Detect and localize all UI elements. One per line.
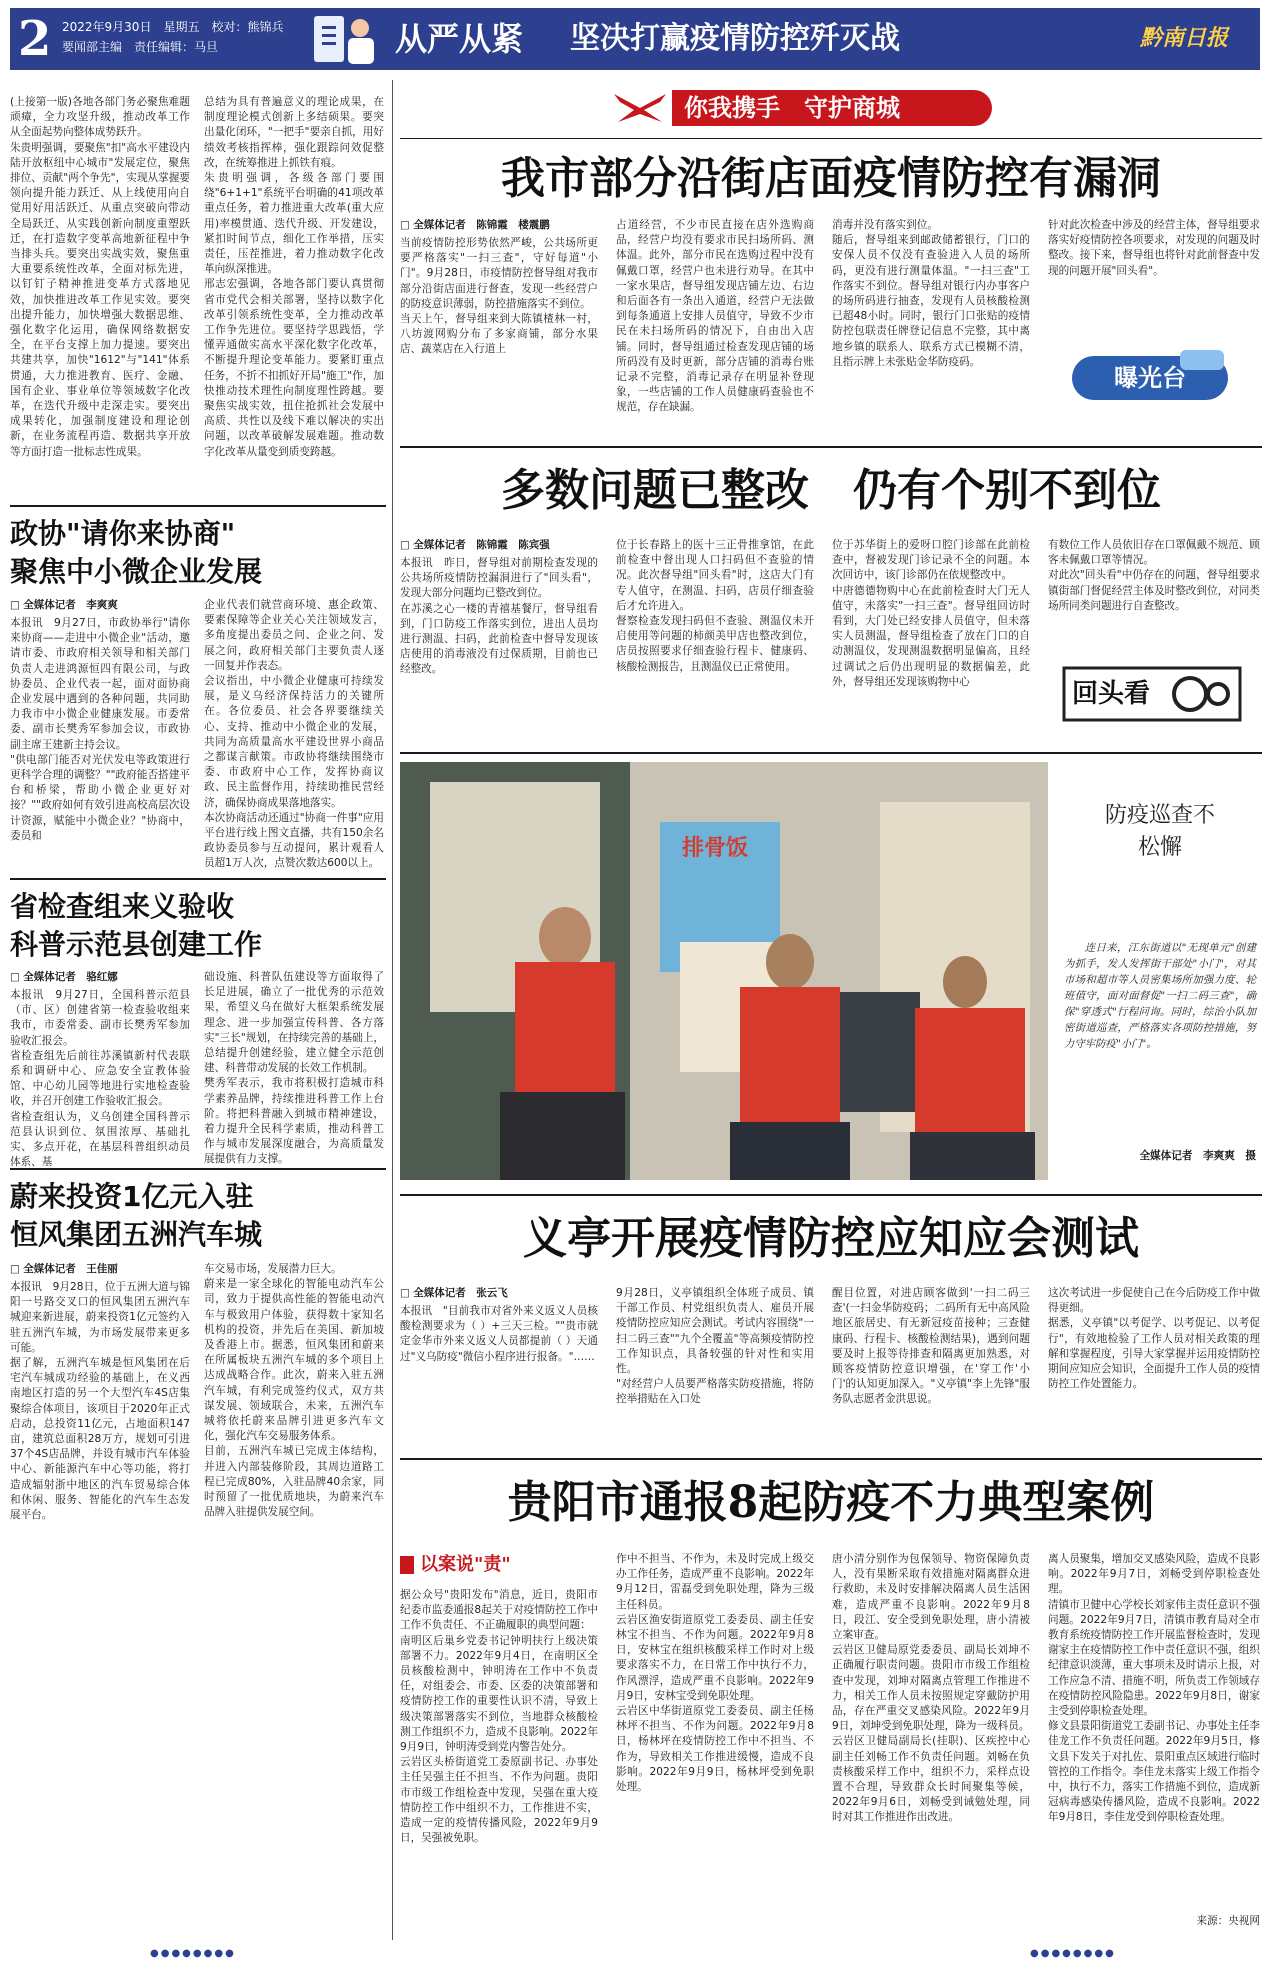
header-slogan-part-b: 坚决打赢疫情防控歼灭战 xyxy=(570,21,900,56)
right-article-2-col2: 位于长春路上的医十三正骨推拿馆，在此前检查中督出现人口扫码但不查验的情况。此次督导组"回头看"时，这店大门有专人值守，在测温、扫码，店员仔细查验后才允许进入。 督察检查发现扫码但不查验、测温仪未开启使用等问题的柿颜美甲店也整改到位，店员按照要求仔细查验行程卡、健康码、核酸检测报告，且测温仪已正常使用。 xyxy=(616,539,814,673)
footer-dots-right: ●●●●●●●● xyxy=(1030,1948,1116,1959)
footer-dots-left: ●●●●●●●● xyxy=(150,1948,236,1959)
header-date-line: 2022年9月30日 星期五 校对：熊锦兵 xyxy=(62,20,284,34)
left-article-3-byline: □ 全媒体记者 王佳丽 xyxy=(10,1262,190,1277)
left-article-2-title-line1: 省检查组来义验收 xyxy=(10,890,235,923)
left-top-article-col2: 总结为具有普遍意义的理论成果，在制度理论模式创新上多结硕果。要突出量化闭环，"一把手"要亲自抓，用好绩效考核指挥棒，强化跟踪问效促整改，在统筹推进上抓铁有痕。 朱贵明强调，各级各部门要围绕"6+1+1"系统平台明确的41项改革重点任务，着力推进重大改革(重大应用)率模贯通、迭代升级、开发建设，紧扣时间节点，细化工作举措，压实责任，压茬推进，着力推动数字化改革向纵深推进。 邢志宏强调，各地各部门要认真贯彻省市党代会相关部署，坚持以数字化改革引领系统性变革，全力推动改革工作争先进位。要坚持学思践悟，学懂弄通做实高水平深化数字化改革，不断提升理论变革能力。要紧盯重点任务，不折不扣抓好开局"施工"作，加快推动技术理性向制度理性跨越。要聚焦实战实效，扭住抢抓社会发展中高质、共性以及线下难以解决的实出问题，以改革破解发展难题。推动数字化改革从量变到质变跨越。 xyxy=(204,96,384,458)
left-article-1-title-line1: 政协"请你来协商" xyxy=(10,517,236,550)
left-article-1-col1: 本报讯 9月27日，市政协举行"请你来协商——走进中小微企业"活动，邀请市委、市政府相关领导和相关部门负责人走进鸿源恒四有限公司，与政协委员、企业代表一起，面对面协商企业发展中遇到的各种问题，共同助力我市中小微企业健康发展。市委常委、副市长樊秀军参加会议，市政协副主席王建新主持会议。 "供电部门能否对光伏发电等政策进行更科学合理的调整？""政府能否搭建平台和桥梁，帮助小微企业更好对接？""政府如何有效引进高校高层次设计资源，赋能中小微企业？"协商中，委员和 xyxy=(10,617,190,842)
section-banner-label: 你我携手 守护商城 xyxy=(672,90,992,126)
right-article-4-tag-marker xyxy=(400,1556,414,1574)
left-top-article-col1: (上接第一版)各地各部门务必聚焦难题顽瘴，全力攻坚升级，推动改革工作从全面起势向整体成势跃升。 朱贵明强调，要聚焦"扣"高水平建设内陆开放枢纽中心城市"发展定位，聚焦排位、贡献"两个争先"，实现从掌握要领向提升能力跃迁、从上线使用向自觉用好用活跃迁、从重点突破向带动全局跃迁、从实践创新向制度重塑跃迁，在打造数字变革高地新征程中争当排头兵。要突出实战实效，聚焦重大重要系统性改革，全面对标先进，以钉钉子精神推进变革方式落地见效，加快推进改革工作见实效。要突出提升能力，加快增强大数据思维、强化数字化运用，确保网络数据安全，在平台支撑上加力提速。要突出共建共享，加快"1612"与"141"体系贯通，大力推进教育、医疗、金融、国有企业、事业单位等领域数字化改革，在迭代升级中走深走实。要突出成果转化，加强制度建设和理论创新，在业务流程再造、数据共享开放等方面打造一批标志性成果。 xyxy=(10,96,190,458)
right-article-2-col3: 位于苏华街上的爱呀口腔门诊部在此前检查中，督被发现门诊记录不全的问题。本次回访中，该门诊部仍在依规整改中。 中唐德德物购中心在此前检查时大门无人值守，未落实"一扫三查"。督导组回访时看到，大门处已经安排人员值守，但未落实人员测温，督导组检查了放在门口的自动测温仪，发现测温数据明显偏高，且经过调试之后仍出现明显的数据偏差，此外，督导组还发现该购物中心 xyxy=(832,539,1030,688)
right-article-4-tag-label: 以案说"责" xyxy=(420,1554,511,1575)
left-article-2-title-line2: 科普示范县创建工作 xyxy=(10,928,263,961)
left-article-3-col2: 车交易市场，发展潜力巨大。 蔚来是一家全球化的智能电动汽车公司，致力于提供高性能的智能电动汽车与极致用户体验，获得数十家知名机构的投资，并先后在美国、新加坡及香港上市。据悉，恒风集团和蔚来在所属板块五洲汽车城的多个项目上达成战略合作。此次，蔚来入驻五洲汽车城，有利完成签约仪式，双方共谋发展、领域联合，未来，五洲汽车城将依托蔚来品牌引进更多汽车文化，强化汽车交易服务体系。 目前，五洲汽车城已完成主体结构，并进入内部装修阶段，其周边道路工程已完成80%，入驻品牌40余家，同时预留了一批优质地块，为蔚来汽车品牌入驻提供发展空间。 xyxy=(204,1263,384,1519)
left-article-3-col1: 本报讯 9月28日，位于五洲大道与锦阳一号路交叉口的恒风集团五洲汽车城迎来新进展，蔚来投资1亿元签约入驻五洲汽车城，为市场发展带来更多可能。 据了解，五洲汽车城是恒风集团在后宅汽车城成功经验的基础上，在义西南地区打造的另一个大型汽车4S店集聚综合体项目，该项目于2020年正式启动，总投资11亿元，占地面积147亩，建筑总面积28万方，规划可引进37个4S店品牌，并设有城市汽车体验中心、新能源汽车中心等功能，将打造成辐射浙中地区的汽车贸易综合体和休闲、服务、智能化的汽车生态发展平台。 xyxy=(10,1281,190,1522)
right-article-1-byline: □ 全媒体记者 陈锦霞 楼震鹏 xyxy=(400,218,598,233)
right-article-4-headline: 贵阳市通报8起防疫不力典型案例 xyxy=(507,1477,1155,1528)
header-page-number: 2 xyxy=(18,11,52,67)
left-separator-1 xyxy=(10,505,386,507)
left-article-1-col2: 企业代表们就营商环境、惠企政策、要素保障等企业关心关注领域发言，多角度提出委员之问、企业之问、发展之问，政府相关部门主要负责人逐一回复并作表态。 会议指出，中小微企业健康可持续发展，是义乌经济保持活力的关键所在。各位委员、社会各界要继续关心、支持、推动中小微企业的发展，共同为高质量高水平建设世界小商品之都谋言献策。市政协将继续围绕市委、市政府中心工作，发挥协商议政、民主监督作用，持续助推民营经济，确保协商成果落地落实。 本次协商活动还通过"协商一件事"应用平台进行线上图文直播，共有150余名政协委员参与互动提问，累计观看人员超1万人次，点赞次数达600以上。 xyxy=(204,599,384,870)
right-article-3-byline: □ 全媒体记者 张云飞 xyxy=(400,1286,598,1301)
header-dept-line: 要闻部主编 责任编辑：马旦 xyxy=(62,40,219,54)
right-article-2-col4: 有数位工作人员依旧存在口罩佩戴不规范、顾客未佩戴口罩等情况。 对此次"回头看"中仍存在的问题，督导组要求镇街部门督促经营主体及时整改到位，对同类场所同类问题进行自查整改。 xyxy=(1048,539,1260,612)
right-article-3-col1: 本报讯 "目前我市对省外来义返义人员核酸检测要求为（ ）+三天三检。""贵市就定金华市外来义返义人员都提前（ ）天通过"义乌防疫"微信小程序进行报备。"…… xyxy=(400,1305,598,1363)
left-column-divider xyxy=(392,80,393,1940)
right-article-4-tag xyxy=(400,1552,598,1578)
exposure-platform-badge-label: 曝光台 xyxy=(1114,364,1186,392)
right-article-4-col4: 离人员聚集，增加交叉感染风险，造成不良影响。2022年9月7日，刘畅受到停职检查处理。 清镇市卫健中心学校长刘家伟主责任意识不强问题。2022年9月7日，清镇市教育局对全市教育系统疫情防控工作开展监督检查时，发现谢家主在疫情防控工作中责任意识不强，组织纪律意识淡薄，重大事项未及时请示上报，对工作应急不清、措施不明，所负责工作领域存在疫情防控风险隐患。2022年9月8日，谢家主受到停职检查处理。 修文县景阳街道党工委副书记、办事处主任李佳龙工作不负责任问题。2022年9月5日，修文县下发关于对扎佐、景阳重点区域进行临时管控的工作指令。李佳龙未落实上级工作指令中，执行不力，落实工作措施不到位，造成新冠病毒感染传播风险，造成不良影响。2022年9月8日，李佳龙受到停职检查处理。 xyxy=(1048,1553,1260,1824)
right-article-1-col2: 占道经营，不少市民直接在店外选购商品，经营户均没有要求市民扫场所码、测体温。此外，部分市民在选购过程中没有佩戴口罩，经营户也未进行劝导。在其中一家水果店，督导组发现店铺左边、右边和后面各有一条出入通道，经营户无法做到每条通道上安排人员值守，导致不少市民在未扫场所码的情况下，自由出入店铺。同时，督导组通过检查发现店铺的场所码没有及时更新，部分店铺的消毒台账记录不完整，消毒记录存在明显补登现象，一些店铺的工作人员健康码查验也不规范，存在缺漏。 xyxy=(616,219,814,414)
header-masthead-logo: 黔南日报 xyxy=(1140,25,1229,51)
look-back-badge-label: 回头看 xyxy=(1072,679,1151,709)
photo-shop-sign: 排骨饭 xyxy=(682,836,749,861)
right-separator-4 xyxy=(400,1458,1262,1460)
left-separator-3 xyxy=(10,1168,386,1170)
left-article-3-title-line1: 蔚来投资1亿元入驻 xyxy=(10,1180,254,1213)
section-banner-icon xyxy=(610,88,670,128)
left-article-2-byline: □ 全媒体记者 骆红娜 xyxy=(10,970,190,985)
photo-credit: 全媒体记者 李爽爽 摄 xyxy=(1139,1150,1256,1162)
news-photo xyxy=(400,762,1048,1180)
right-separator-1 xyxy=(400,446,1262,448)
left-article-2-col2: 础设施、科普队伍建设等方面取得了长足进展，确立了一批优秀的示范效果，希望义乌在做好大框架系统发展理念、进一步加强宣传科普、各方落实"三长"规划，在持续完善的基础上，总结提升创建经验，建立健全示范创建、科普带动发展的长效工作机制。 樊秀军表示，我市将积极打造城市科学素养品牌，持续推进科普工作上台阶。将把科普融入到城市精神建设，着力提升全民科学素质，推动科普工作与城市发展深度融合，为高质量发展提供有力支撑。 xyxy=(204,971,384,1166)
section-banner-rule xyxy=(400,138,1262,139)
right-article-1-headline: 我市部分沿街店面疫情防控有漏洞 xyxy=(501,153,1161,204)
left-article-1-byline: □ 全媒体记者 李爽爽 xyxy=(10,598,190,613)
right-article-4-col2: 作中不担当、不作为，未及时完成上级交办工作任务，造成严重不良影响。2022年9月12日，雷磊受到免职处理，降为三级主任科员。 云岩区渔安街道原党工委委员、副主任安林宝不担当、不作为问题。2022年9月8日，安林宝在组织核酸采样工作时对上级要求落实不力，在日常工作中执行不力，作风漂浮，造成严重不良影响。2022年9月9日，安林宝受到免职处理。 云岩区中华街道原党工委委员、副主任杨林坪不担当、不作为问题。2022年9月8日，杨林坪在疫情防控工作中不担当、不作为，导致相关工作推进缓慢，造成不良影响。2022年9月9日，杨林坪受到免职处理。 xyxy=(616,1553,814,1794)
left-article-2-col1: 本报讯 9月27日，全国科普示范县（市、区）创建省第一检查验收组来我市，市委常委、副市长樊秀军参加验收汇报会。 省检查组先后前往苏溪镇新村代表联系和调研中心、应急安全宣教体验馆、中心幼儿园等地进行实地检查验收，并召开创建工作验收汇报会。 省检查组认为，义乌创建全国科普示范县认识到位、氛围浓厚、基础扎实、多点开花，在基层科普组织动员体系、基 xyxy=(10,989,190,1169)
page-header xyxy=(0,0,1272,80)
right-article-3-col4: 这次考试进一步促使自己在今后防疫工作中做得更细。 据悉，义亭镇"以考促学、以考促记、以考促行"，有效地检验了工作人员对相关政策的理解和掌握程度，引导大家掌握并运用疫情防控期间应知应会知识，全面提升工作人员的疫情防控工作处置能力。 xyxy=(1048,1287,1260,1391)
photo-title: 防疫巡查不松懈 xyxy=(1104,803,1215,860)
right-article-1-col1: 当前疫情防控形势依然严峻，公共场所更要严格落实"一扫三查"，守好每道"小门"。9月28日，市疫情防控督导组对我市部分沿街店面进行督查，发现一些经营户的防疫意识薄弱，防控措施落实不到位。 当天上午，督导组来到大陈镇楂林一村，八坊渡网购分布了多家商铺，部分水果店、蔬菜店在入行道上 xyxy=(400,237,598,356)
right-separator-3 xyxy=(400,1194,1262,1196)
header-slogan-part-a: 从严从紧 xyxy=(395,20,524,58)
exposure-platform-badge xyxy=(1070,346,1230,406)
left-separator-2 xyxy=(10,878,386,880)
right-separator-2 xyxy=(400,752,1262,754)
header-emblem-icon xyxy=(310,10,382,68)
left-article-3-title-line2: 恒风集团五洲汽车城 xyxy=(10,1218,263,1251)
section-banner xyxy=(610,88,1040,128)
photo-caption: 连日来，江东街道以"无现单元"创建为抓手，发人发挥街干部处"小门"，对其市场和超市等人员密集场所加强力度、轮班值守，面对面督促"一扫二码三查"，确保"穿透式"行程问询。同时，综治小队加密街道巡查，严格落实各项防控措施，努力守牢防疫"小门"。 xyxy=(1064,942,1256,1050)
right-article-2-col1: 本报讯 昨日，督导组对前期检查发现的公共场所疫情防控漏洞进行了"回头看"，发现大部分问题均已整改到位。 在苏溪之心一楼的青禧基餐厅，督导组看到，门口防疫工作落实到位，进出人员均进行测温、扫码，此前检查中督导发现该店使用的消毒液没有过保质期，目前也已经整改。 xyxy=(400,557,598,676)
right-article-2-headline: 多数问题已整改 仍有个别不到位 xyxy=(501,465,1161,516)
right-article-4-col1: 据公众号"贵阳发布"消息，近日，贵阳市纪委市监委通报8起关于对疫情防控工作中工作不负责任、不正确履职的典型问题： 南明区后巢乡党委书记钟明扶行上级决策部署不力。2022年9月4日，在南明区全员核酸检测中，钟明涛在工作中不负责任，对组委会、市委、区委的决策部署和疫情防控工作的重要性认识不清，导致上级决策部署落实不到位，当地群众核酸检测工作组织不力，造成不良影响。2022年9月9日，钟明涛受到党内警告处分。 云岩区头桥街道党工委原副书记、办事处主任吴强主任不担当、不作为问题。贵阳市市级工作组检查中发现，吴强在重大疫情防控工作中组织不力，工作推进不实，造成一定的疫情传播风险，2022年9月9日，吴强被免职。 xyxy=(400,1589,598,1845)
left-article-1-title-line2: 聚焦中小微企业发展 xyxy=(10,555,263,588)
right-article-1-col3: 消毒并没有落实到位。 随后，督导组来到邮政储蓄银行，门口的安保人员不仅没有查验进入人员的场所码，更没有进行测量体温。"一扫三查"工作落实不到位。督导组对银行内办事客户的场所码进行抽查，发现有人员核酸检测已超48小时。同时，银行门口张贴的疫情防控包联责任牌登记信息不完整，其中离地乡镇的联系人、联系方式已模糊不清，且指示牌上未张贴金华防疫码。 xyxy=(832,219,1030,368)
right-article-3-col3: 醒目位置，对进店顾客做到'一扫二码三查'(一扫金华防疫码；二码所有无中高风险地区旅居史、有无新冠疫苗接种；三查健康码、行程卡、核酸检测结果)，遇到问题要及时上报等待排查和隔离更加熟悉，对顾客疫情防控意识增强，在'穿工作'小门'的认知更加深入。"义亭镇"李上先锋"服务队志愿者金洪思说。 xyxy=(832,1287,1030,1406)
right-article-3-headline: 义亭开展疫情防控应知应会测试 xyxy=(523,1213,1139,1264)
right-article-4-source: 来源：央视网 xyxy=(1196,1915,1260,1927)
right-article-4-col3: 唐小清分别作为包保领导、物资保障负责人，没有果断采取有效措施对隔离群众进行救助，未及时安排解决隔离人员生活困难，造成严重不良影响。2022年9月8日，段江、安全受到免职处理，唐小清被立案审查。 云岩区卫健局原党委委员、副局长刘坤不正确履行职责问题。贵阳市市级工作组检查中发现，刘坤对隔离点管理工作推进不力，相关工作人员未按照规定穿戴防护用品，存在严重交叉感染风险。2022年9月9日，刘坤受到免职处理，降为一级科员。 云岩区卫健局副局长(挂职)、区疾控中心副主任刘畅工作不负责任问题。刘畅在负责核酸采样工作中，组织不力，采样点设置不合理，导致群众长时间聚集等候，2022年9月6日，刘畅受到诫勉处理，同时对其工作推进作出改进。 xyxy=(832,1553,1030,1824)
right-article-3-col2: 9月28日，义亭镇组织全体班子成员、镇干部工作员、村党组织负责人、雇员开展疫情防控应知应会测试。考试内容围绕"一扫二码三查""九个全覆盖"等高频疫情防控工作知识点，具备较强的针对性和实用性。 "对经营户人员要严格落实防疫措施，将防控举措贴在入口处 xyxy=(616,1287,814,1406)
right-article-1-col4: 针对此次检查中涉及的经营主体，督导组要求落实好疫情防控各项要求，对发现的问题及时整改。接下来，督导组也将针对此前督查中发现的问题开展"回头看"。 xyxy=(1048,219,1260,277)
right-article-2-byline: □ 全媒体记者 陈锦霞 陈宾强 xyxy=(400,538,598,553)
look-back-badge xyxy=(1062,666,1242,722)
